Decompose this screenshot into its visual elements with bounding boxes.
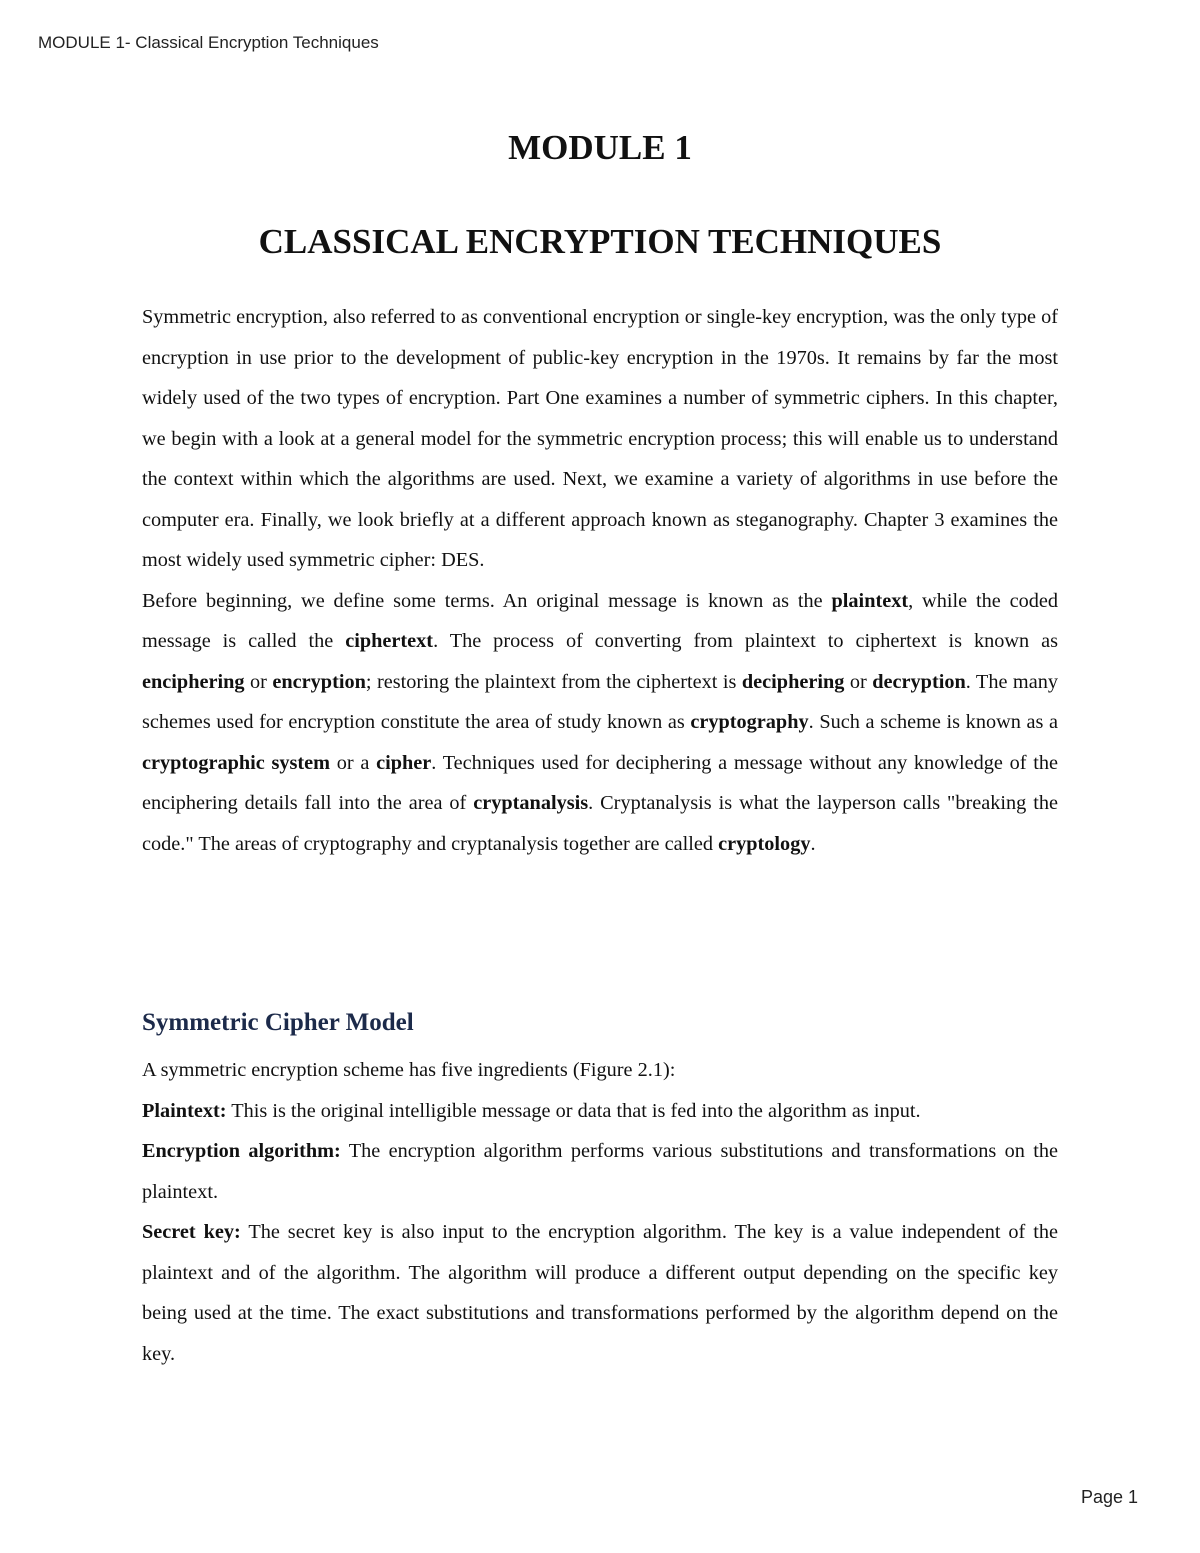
text-run: or xyxy=(244,670,273,693)
text-run: . Cryptanalysis is what the layperson calls "breaking the code." The areas of cryptography and cryptanalysis together are called xyxy=(142,792,1058,855)
module-subtitle: CLASSICAL ENCRYPTION TECHNIQUES xyxy=(258,222,942,261)
page-number: Page 1 xyxy=(1080,1487,1138,1507)
text-run: . The process of converting from plaintext to ciphertext is known as xyxy=(433,630,1058,652)
term-cryptology: cryptology xyxy=(718,832,811,855)
intro-section xyxy=(142,297,1058,864)
intro-paragraph-2 xyxy=(142,581,1058,865)
ingredient-text: The encryption algorithm performs various substitutions and transformations on the plaintext. xyxy=(142,1140,1059,1203)
intro-paragraph-1: Symmetric encryption, also referred to as conventional encryption or single-key encryption, was the only type of encryption in use prior to the development of public-key encryption in the 1970s. It remains by far the most widely used of the two types of encryption. Part One examines a number of symmetric ciphers. In this chapter, we begin with a look at a general model for the symmetric encryption process; this will enable us to understand the context within which the algorithms are used. Next, we examine a variety of algorithms in use before the computer era. Finally, we look briefly at a different approach known as steganography. Chapter 3 examines the most widely used symmetric cipher: DES. xyxy=(142,306,1058,571)
ingredient-item xyxy=(142,1131,1058,1212)
ingredient-term: Encryption algorithm: xyxy=(142,1140,341,1162)
term-cryptography: cryptography xyxy=(690,711,809,733)
text-run: Before beginning, we define some terms. An original message is known as the xyxy=(142,589,832,612)
text-run: , while the coded message is called the xyxy=(142,589,1058,652)
term-encryption: encryption xyxy=(272,670,366,693)
term-deciphering: deciphering xyxy=(741,670,845,693)
ingredient-item xyxy=(142,1212,1058,1374)
text-run: . xyxy=(810,832,816,855)
text-run: . Such a scheme is known as a xyxy=(808,711,1058,733)
term-cryptanalysis: cryptanalysis xyxy=(473,792,589,814)
ingredient-text: This is the original intelligible message or data that is fed into the algorithm as input. xyxy=(226,1099,921,1122)
term-cipher: cipher xyxy=(376,751,432,774)
text-run: or a xyxy=(330,751,377,774)
ingredient-text: The secret key is also input to the encryption algorithm. The key is a value independent of the plaintext and of the algorithm. The algorithm will produce a different output depending on the specific key being used at the time. The exact substitutions and transformations performed by the algorithm depend on the key. xyxy=(142,1221,1058,1365)
ingredient-term: Plaintext: xyxy=(142,1099,227,1122)
ingredient-item xyxy=(142,1091,1058,1132)
text-run: or xyxy=(844,670,873,693)
ingredients-section xyxy=(142,1050,1058,1374)
term-cryptographic-system: cryptographic system xyxy=(142,751,331,774)
ingredient-term: Secret key: xyxy=(142,1221,241,1243)
term-plaintext: plaintext xyxy=(831,589,909,612)
running-header: MODULE 1- Classical Encryption Techniques xyxy=(38,33,379,52)
term-ciphertext: ciphertext xyxy=(345,630,434,652)
term-decryption: decryption xyxy=(872,670,966,693)
module-title: MODULE 1 xyxy=(508,128,692,167)
text-run: . The many schemes used for encryption constitute the area of study known as xyxy=(142,670,1058,733)
text-run: . Techniques used for deciphering a message without any knowledge of the enciphering details fall into the area of xyxy=(142,751,1058,814)
section-heading: Symmetric Cipher Model xyxy=(142,1009,414,1036)
text-run: ; restoring the plaintext from the ciphertext is xyxy=(365,670,742,693)
term-enciphering: enciphering xyxy=(142,670,245,693)
ingredients-lead: A symmetric encryption scheme has five ingredients (Figure 2.1): xyxy=(142,1059,676,1081)
